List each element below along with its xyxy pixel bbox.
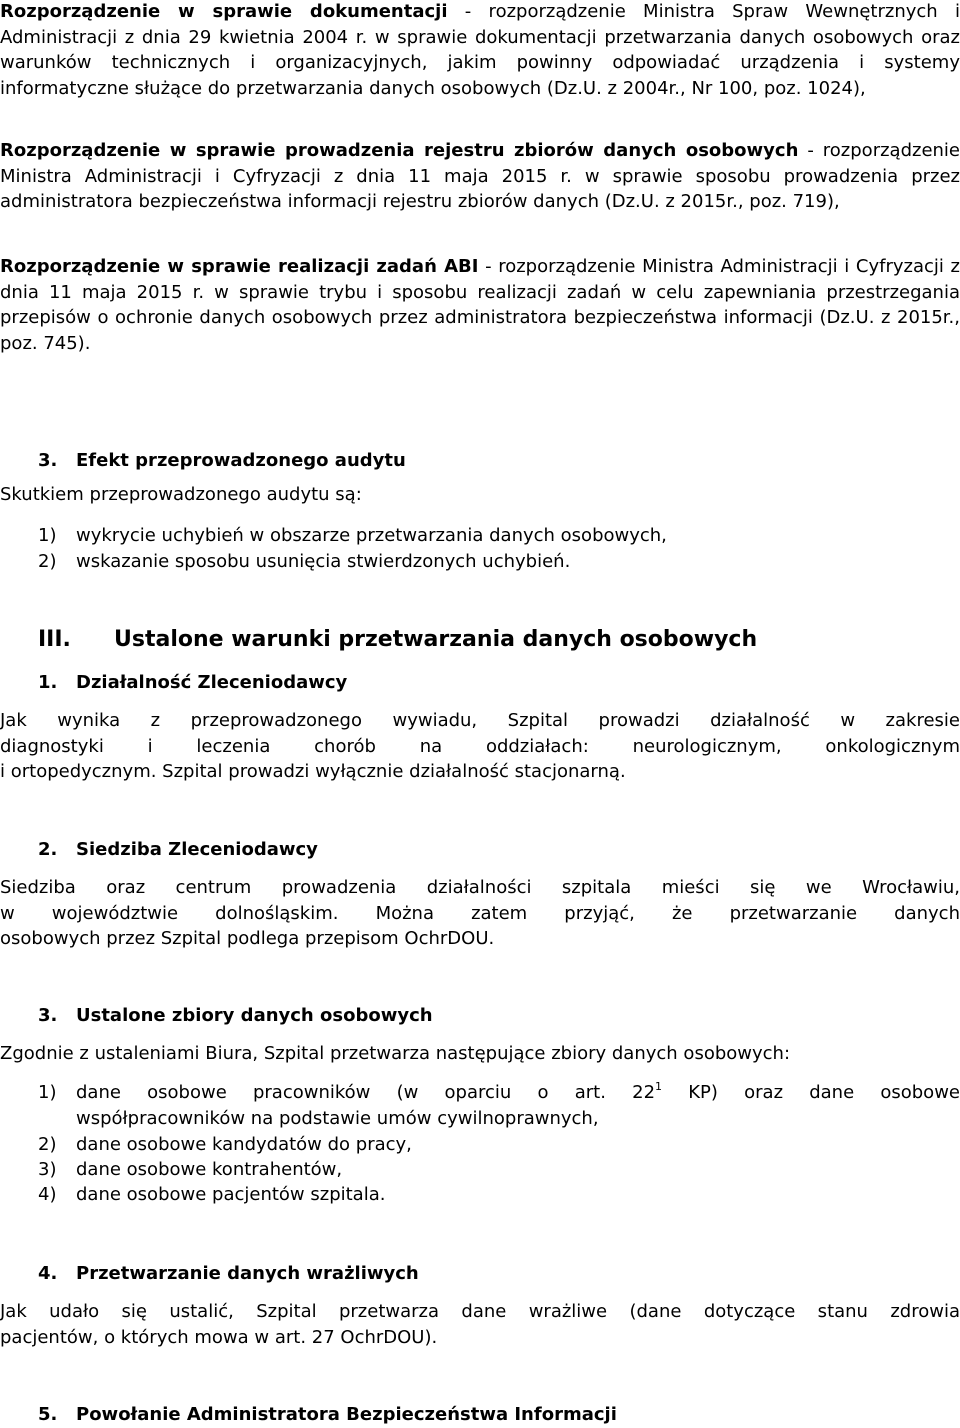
regulation-description: - rozporządzenie Ministra Spraw Wewnętrznych i Administracji z dnia 29 kwietnia 2004 r. w sprawie dokumentacji przetwarzania danych osobowych oraz warunków technicznych i organizacyjnych, jakim powinny odpowiadać urządzenia i systemy informatyczne służące do przetwarzania danych osobowych (Dz.U. z 2004r., Nr 100, poz. 1024), — [0, 1, 960, 99]
section-title: Przetwarzanie danych wrażliwych — [76, 1263, 419, 1284]
regulation-title: Rozporządzenie w sprawie prowadzenia rejestru zbiorów danych osobowych — [0, 140, 799, 161]
list-item — [0, 1157, 960, 1183]
paragraph-line: w województwie dolnośląskim. Można zatem przyjąć, że przetwarzanie danych — [0, 902, 960, 924]
part-number: III. — [38, 627, 71, 652]
paragraph: Zgodnie z ustaleniami Biura, Szpital przetwarza następujące zbiory danych osobowych: — [0, 1043, 791, 1064]
list-item-number: 1) — [38, 525, 57, 546]
section-number: 3. — [38, 450, 58, 471]
list-item-text: wykrycie uchybień w obszarze przetwarzania danych osobowych, — [76, 525, 667, 546]
paragraph — [0, 1299, 960, 1350]
regulation-paragraph-2 — [0, 138, 960, 215]
list-item-number: 2) — [38, 1134, 57, 1155]
paragraph-line: Jak udało się ustalić, Szpital przetwarza dane wrażliwe (dane dotyczące stanu zdrowia — [0, 1301, 960, 1322]
section-title: Siedziba Zleceniodawcy — [76, 839, 318, 860]
list-item — [0, 1080, 960, 1132]
section-number: 1. — [38, 672, 58, 693]
list-item — [0, 1132, 960, 1158]
regulation-paragraph-1 — [0, 0, 960, 101]
section-number: 2. — [38, 839, 58, 860]
regulation-title: Rozporządzenie w sprawie dokumentacji — [0, 1, 448, 22]
paragraph-line: pacjentów, o których mowa w art. 27 OchrDOU). — [0, 1326, 438, 1348]
section-title: Efekt przeprowadzonego audytu — [76, 450, 406, 471]
section-number: 3. — [38, 1005, 58, 1026]
list-item-text: dane osobowe kontrahentów, — [76, 1159, 343, 1180]
paragraph-line: osobowych przez Szpital podlega przepisom OchrDOU. — [0, 928, 495, 949]
paragraph-line: i ortopedycznym. Szpital prowadzi wyłącznie działalność stacjonarną. — [0, 761, 626, 782]
paragraph-line: Jak wynika z przeprowadzonego wywiadu, Szpital prowadzi działalność w zakresie — [0, 710, 960, 731]
regulation-description: - rozporządzenie Ministra Administracji i Cyfryzacji z dnia 11 maja 2015 r. w sprawie sposobu prowadzenia przez administratora bezpieczeństwa informacji rejestru zbiorów danych (Dz.U. z 2015r., poz. 719), — [0, 140, 960, 212]
regulation-description: - rozporządzenie Ministra Administracji i Cyfryzacji z dnia 11 maja 2015 r. w sprawie trybu i sposobu realizacji zadań w celu zapewniania przestrzegania przepisów o ochronie danych osobowych przez administratora bezpieczeństwa informacji (Dz.U. z 2015r., poz. 745). — [0, 256, 960, 354]
list-item-text: dane osobowe pacjentów szpitala. — [76, 1184, 386, 1205]
part-title: Ustalone warunki przetwarzania danych osobowych — [114, 627, 758, 652]
section-number: 5. — [38, 1404, 58, 1425]
paragraph — [0, 708, 960, 785]
regulation-title: Rozporządzenie w sprawie realizacji zadań ABI — [0, 256, 479, 277]
section-title: Powołanie Administratora Bezpieczeństwa Informacji — [76, 1404, 617, 1425]
list-item-number: 1) — [38, 1082, 57, 1103]
regulation-paragraph-3 — [0, 254, 960, 356]
list-item-text: wskazanie sposobu usunięcia stwierdzonych uchybień. — [76, 551, 571, 572]
paragraph: Skutkiem przeprowadzonego audytu są: — [0, 484, 362, 505]
superscript: 1 — [655, 1080, 663, 1093]
paragraph-line: Siedziba oraz centrum prowadzenia działalności szpitala mieści się we Wrocławiu, — [0, 877, 960, 898]
list-item-number: 3) — [38, 1159, 57, 1180]
list-item — [0, 549, 960, 575]
list-item-number: 4) — [38, 1184, 57, 1205]
list-item — [0, 523, 960, 549]
list-item-text — [76, 1080, 960, 1131]
list-item-line: współpracowników na podstawie umów cywilnoprawnych, — [76, 1107, 599, 1129]
section-number: 4. — [38, 1263, 58, 1284]
section-title: Działalność Zleceniodawcy — [76, 672, 348, 693]
list-item-line: dane osobowe pracowników (w oparciu o art. $22^1$ KP) oraz dane osobowe — [76, 1080, 960, 1103]
list-item-number: 2) — [38, 551, 57, 572]
section-title: Ustalone zbiory danych osobowych — [76, 1005, 433, 1026]
paragraph-line: diagnostyki i leczenia chorób na oddziałach: neurologicznym, onkologicznym — [0, 735, 960, 757]
list-item — [0, 1182, 960, 1208]
list-item-text: dane osobowe kandydatów do pracy, — [76, 1134, 412, 1155]
paragraph — [0, 875, 960, 952]
